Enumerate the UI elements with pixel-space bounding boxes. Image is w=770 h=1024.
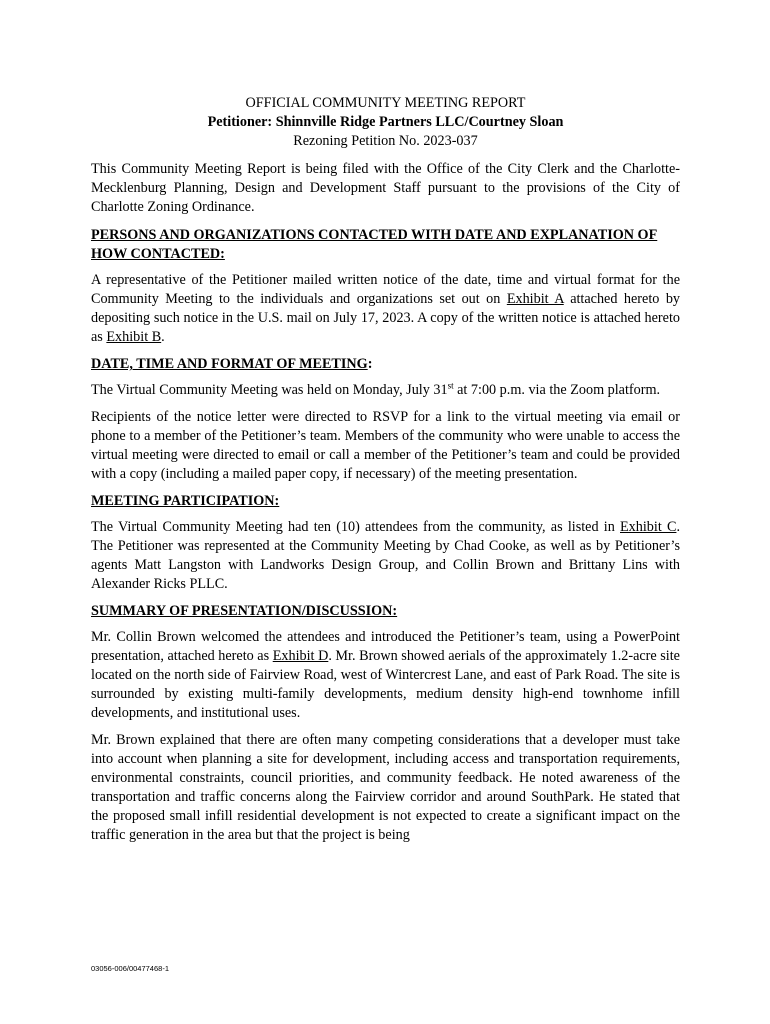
text-run: The Virtual Community Meeting was held on Monday, July 31 xyxy=(91,382,448,398)
meeting-date-paragraph xyxy=(91,381,680,400)
exhibit-c-link[interactable]: Exhibit C xyxy=(620,519,677,535)
petitioner-line: Petitioner: Shinnville Ridge Partners LLC/Courtney Sloan xyxy=(207,114,564,130)
report-title: OFFICIAL COMMUNITY MEETING REPORT xyxy=(245,95,526,111)
heading-colon: : xyxy=(367,356,373,372)
report-body xyxy=(91,94,680,845)
section-heading-participation: MEETING PARTICIPATION: xyxy=(91,493,280,509)
section-heading-summary: SUMMARY OF PRESENTATION/DISCUSSION: xyxy=(91,603,398,619)
text-run: attached hereto by depositing such notice in the U.S. mail on July 17, 2023. A copy of the written notice is attached hereto as xyxy=(91,291,681,345)
document-footer-id: 03056-006/00477468-1 xyxy=(91,964,169,973)
participation-paragraph xyxy=(91,518,680,594)
text-run: A representative of the Petitioner mailed written notice of the date, time and virtual format for the Community Meeting to the individuals and organizations set out on xyxy=(91,272,680,307)
text-run: . xyxy=(161,329,165,345)
section-heading-persons-contacted: PERSONS AND ORGANIZATIONS CONTACTED WITH DATE AND EXPLANATION OF HOW CONTACTED: xyxy=(91,227,658,262)
petition-number: Rezoning Petition No. 2023-037 xyxy=(293,133,478,149)
summary-paragraph-1 xyxy=(91,628,680,723)
exhibit-b-link[interactable]: Exhibit B xyxy=(106,329,162,345)
text-run: at 7:00 p.m. via the Zoom platform. xyxy=(453,382,661,398)
text-run: . The Petitioner was represented at the Community Meeting by Chad Cooke, as well as by Petitioner’s agents Matt Langston with Landworks Design Group, and Collin Brown and Brittany Lins with Alexander Ricks PLLC. xyxy=(91,519,680,592)
section-heading-date-time xyxy=(91,355,680,374)
exhibit-d-link[interactable]: Exhibit D xyxy=(272,648,329,664)
intro-paragraph: This Community Meeting Report is being filed with the Office of the City Clerk and the Charlotte-Mecklenburg Planning, Design and Development Staff pursuant to the provisions of the City of Charlotte Zoning Ordinance. xyxy=(91,161,680,215)
ordinal-suffix: st xyxy=(447,380,454,391)
text-run: . Mr. Brown showed aerials of the approximately 1.2-acre site located on the north side of Fairview Road, west of Wintercrest Lane, and east of Park Road. The site is surrounded by existing multi-family developments, medium density high-end townhome infill developments, and institutional uses. xyxy=(91,648,680,721)
exhibit-a-link[interactable]: Exhibit A xyxy=(506,291,564,307)
text-run: The Virtual Community Meeting had ten (10) attendees from the community, as listed in xyxy=(91,519,620,535)
heading-text: DATE, TIME AND FORMAT OF MEETING xyxy=(91,356,368,372)
rsvp-paragraph: Recipients of the notice letter were directed to RSVP for a link to the virtual meeting via email or phone to a member of the Petitioner’s team. Members of the community who were unable to access the virtual meeting were directed to email or call a member of the Petitioner’s team and could be provided with a copy (including a mailed paper copy, if necessary) of the meeting presentation. xyxy=(91,409,680,482)
text-run: Mr. Collin Brown welcomed the attendees and introduced the Petitioner’s team, using a PowerPoint presentation, attached hereto as xyxy=(91,629,680,664)
persons-contacted-paragraph xyxy=(91,271,680,347)
summary-paragraph-2: Mr. Brown explained that there are often many competing considerations that a developer must take into account when planning a site for development, including access and transportation requirements, environmental constraints, council priorities, and community feedback. He noted awareness of the transportation and traffic concerns along the Fairview corridor and around SouthPark. He stated that the proposed small infill residential development is not expected to create a significant impact on the traffic generation in the area but that the project is being xyxy=(91,732,680,843)
report-header xyxy=(91,94,680,151)
